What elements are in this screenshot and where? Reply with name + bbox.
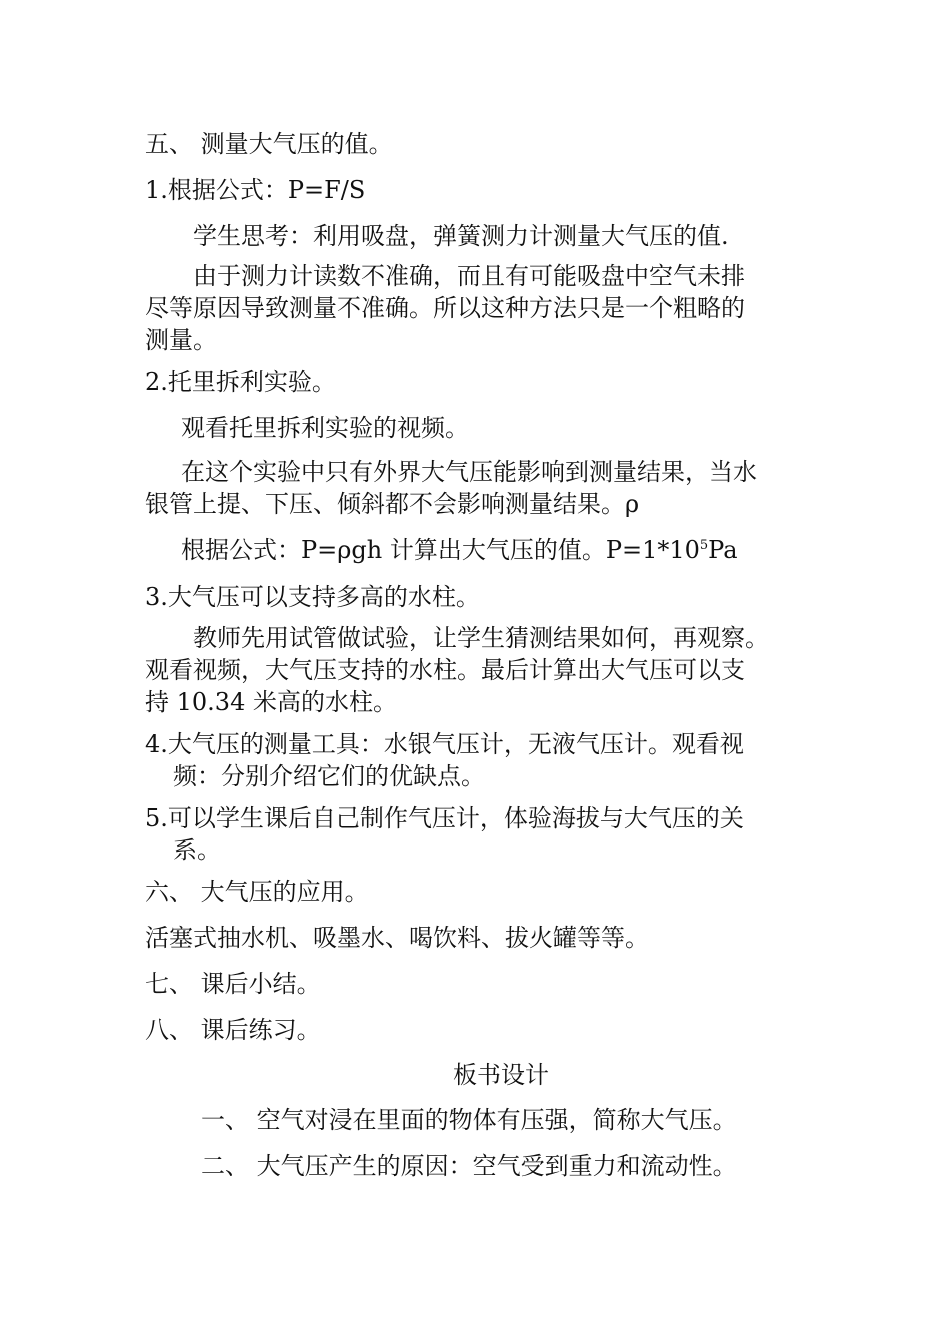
paragraph-line: 观看视频，大气压支持的水柱。最后计算出大气压可以支	[145, 656, 745, 684]
paragraph-line: 尽等原因导致测量不准确。所以这种方法只是一个粗略的	[145, 294, 745, 322]
inaccuracy-paragraph	[145, 260, 745, 356]
item-1-formula: 1.根据公式：P=F/S	[145, 176, 366, 204]
calc-formula-paragraph	[181, 534, 738, 566]
paragraph-line: 银管上提、下压、倾斜都不会影响测量结果。ρ	[145, 490, 640, 518]
section-6-title: 六、 大气压的应用。	[145, 878, 369, 906]
paragraph-line: 4.大气压的测量工具：水银气压计，无液气压计。观看视	[145, 730, 744, 758]
item-5-make	[145, 802, 744, 866]
calc-formula-exponent: 5	[699, 538, 709, 553]
paragraph-line: 系。	[173, 836, 221, 864]
teacher-test-paragraph	[145, 622, 769, 718]
item-3-water-column: 3.大气压可以支持多高的水柱。	[145, 583, 480, 611]
student-think-paragraph: 学生思考：利用吸盘，弹簧测力计测量大气压的值.	[193, 222, 729, 250]
calc-formula-unit: Pa	[708, 536, 738, 564]
watch-video-paragraph: 观看托里拆利实验的视频。	[181, 414, 469, 442]
item-2-torricelli: 2.托里拆利实验。	[145, 368, 336, 396]
applications-paragraph: 活塞式抽水机、吸墨水、喝饮料、拔火罐等等。	[145, 924, 649, 952]
paragraph-line: 教师先用试管做试验，让学生猜测结果如何，再观察。	[193, 624, 769, 652]
board-item-2: 二、 大气压产生的原因：空气受到重力和流动性。	[201, 1152, 737, 1180]
board-design-title: 板书设计	[453, 1061, 549, 1089]
paragraph-line: 测量。	[145, 326, 217, 354]
paragraph-line: 频：分别介绍它们的优缺点。	[173, 762, 485, 790]
paragraph-line: 在这个实验中只有外界大气压能影响到测量结果，当水	[181, 458, 757, 486]
paragraph-line: 持 10.34 米高的水柱。	[145, 688, 397, 716]
section-8-title: 八、 课后练习。	[145, 1016, 321, 1044]
item-4-tools	[145, 728, 744, 792]
section-5-title: 五、 测量大气压的值。	[145, 130, 393, 158]
only-pressure-paragraph	[145, 456, 757, 520]
section-7-title: 七、 课后小结。	[145, 970, 321, 998]
paragraph-line: 5.可以学生课后自己制作气压计，体验海拔与大气压的关	[145, 804, 744, 832]
paragraph-line: 由于测力计读数不准确，而且有可能吸盘中空气未排	[193, 262, 745, 290]
board-item-1: 一、 空气对浸在里面的物体有压强，简称大气压。	[201, 1106, 737, 1134]
calc-formula-text: 根据公式：P=ρgh 计算出大气压的值。P=1*10	[181, 536, 700, 564]
